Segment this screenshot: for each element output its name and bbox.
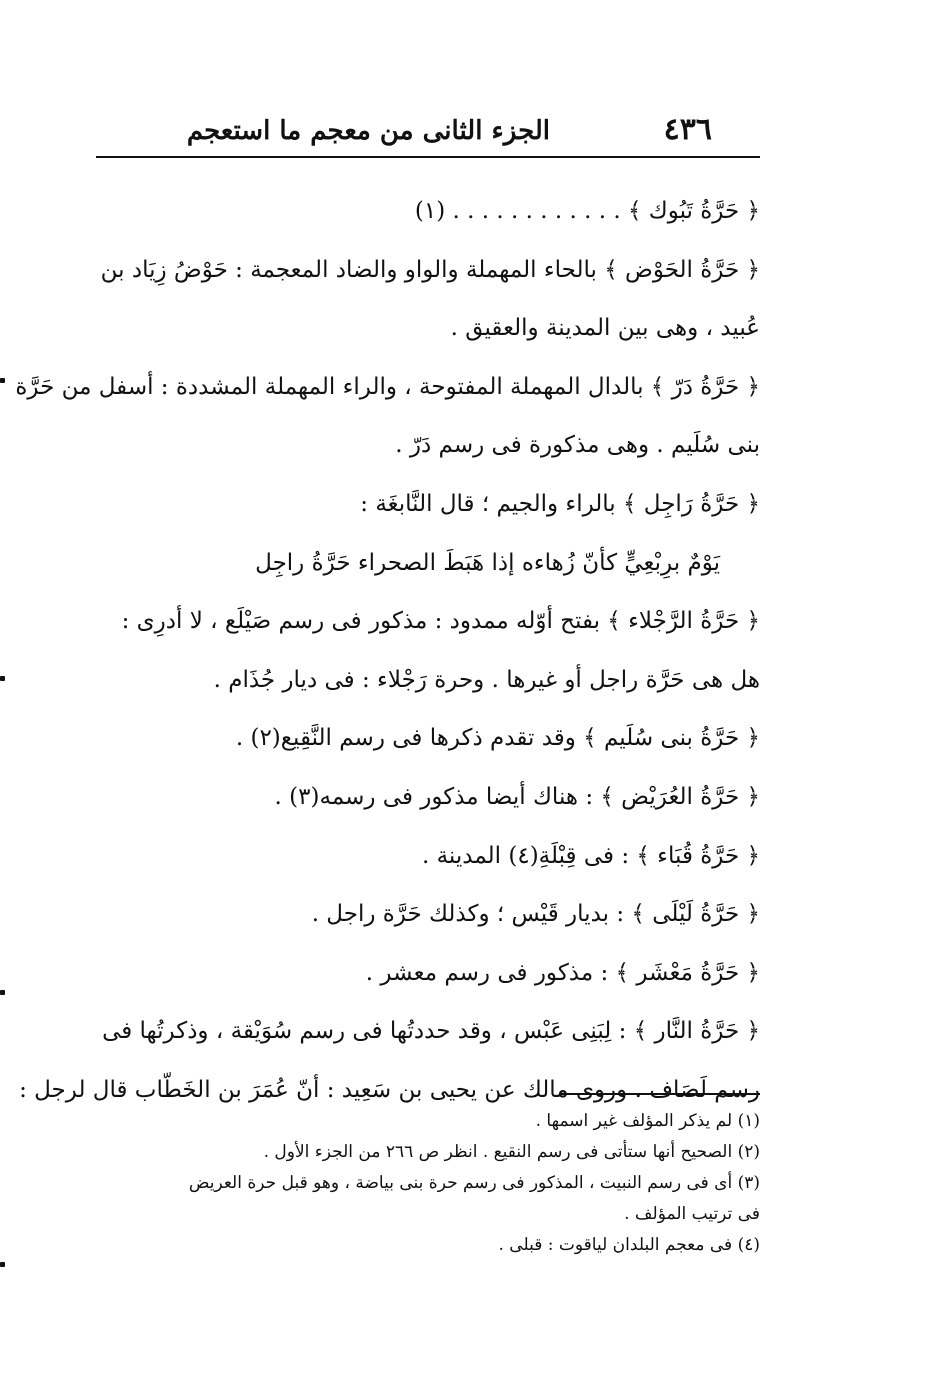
text-line: ﴿ حَرَّةُ الحَوْض ﴾ بالحاء المهملة والواو والضاد المعجمة : حَوْضُ زِيَاد بن bbox=[100, 256, 760, 283]
text-line: ﴿ حَرَّةُ مَعْشَر ﴾ : مذكور فى رسم معشر . bbox=[365, 959, 760, 986]
footnote-line: فى ترتيب المؤلف . bbox=[624, 1204, 760, 1224]
margin-mark bbox=[0, 990, 5, 995]
margin-mark bbox=[0, 676, 5, 681]
margin-mark bbox=[0, 1262, 5, 1267]
text-line: ﴿ حَرَّةُ العُرَيْض ﴾ : هناك أيضا مذكور فى رسمه(٣) . bbox=[274, 783, 760, 810]
text-line: ﴿ حَرَّةُ رَاجِل ﴾ بالراء والجيم ؛ قال النَّابغَة : bbox=[360, 490, 760, 517]
footnote-line: (٢) الصحيح أنها ستأتى فى رسم النقيع . انظر ص ٢٦٦ من الجزء الأول . bbox=[263, 1142, 760, 1162]
text-line: هل هى حَرَّة راجل أو غيرها . وحرة رَجْلاء : فى ديار جُذَام . bbox=[213, 666, 760, 693]
running-title: الجزء الثانى من معجم ما استعجم bbox=[186, 116, 550, 146]
page-header bbox=[96, 112, 760, 156]
text-line: ﴿ حَرَّةُ النَّار ﴾ : لِبَنِى عَبْس ، وقد حددتُها فى رسم سُوَيْقة ، وذكرتُها فى bbox=[102, 1018, 760, 1045]
footnote-line: (٤) فى معجم البلدان لياقوت : قبلى . bbox=[498, 1235, 760, 1255]
text-line: ﴿ حَرَّةُ قُبَاء ﴾ : فى قِبْلَةِ(٤) المدينة . bbox=[421, 842, 760, 869]
verse-line: يَوْمٌ برِبْعِيٍّ كأنّ زُهاءه إذا هَبَطَ الصحراء حَرَّةُ راجِل bbox=[255, 549, 720, 576]
footnote-rule bbox=[560, 1093, 760, 1095]
text-line: عُبيد ، وهى بين المدينة والعقيق . bbox=[450, 315, 760, 342]
header-rule bbox=[96, 156, 760, 158]
text-line: ﴿ حَرَّةُ تَبُوك ﴾ . . . . . . . . . . . . (١) bbox=[414, 198, 760, 224]
body-text bbox=[15, 182, 760, 1120]
text-line: ﴿ حَرَّةُ لَيْلَى ﴾ : بديار قَيْس ؛ وكذلك حَرَّة راجل . bbox=[311, 901, 760, 928]
text-line: رسم لَصَاف . وروى مالك عن يحيى بن سَعِيد : أنّ عُمَرَ بن الخَطّاب قال لرجل : bbox=[19, 1076, 760, 1103]
footnote-line: (٣) أى فى رسم النبيت ، المذكور فى رسم حرة بنى بياضة ، وهو قبل حرة العريض bbox=[188, 1173, 760, 1193]
text-line: ﴿ حَرَّةُ بنى سُلَيم ﴾ وقد تقدم ذكرها فى رسم النَّقِيع(٢) . bbox=[235, 725, 760, 752]
text-line: ﴿ حَرَّةُ دَرّ ﴾ بالدال المهملة المفتوحة ، والراء المهملة المشددة : أسفل من حَرَّة bbox=[15, 373, 760, 400]
footnotes bbox=[96, 1106, 760, 1261]
text-line: ﴿ حَرَّةُ الرَّجْلاء ﴾ بفتح أوّله ممدود : مذكور فى رسم صَيْلَع ، لا أدرِى : bbox=[121, 608, 760, 635]
margin-mark bbox=[0, 378, 5, 383]
text-line: بنى سُلَيم . وهى مذكورة فى رسم دَرّ . bbox=[395, 432, 760, 459]
footnote-line: (١) لم يذكر المؤلف غير اسمها . bbox=[535, 1111, 760, 1131]
page-number: ٤٣٦ bbox=[663, 112, 712, 147]
